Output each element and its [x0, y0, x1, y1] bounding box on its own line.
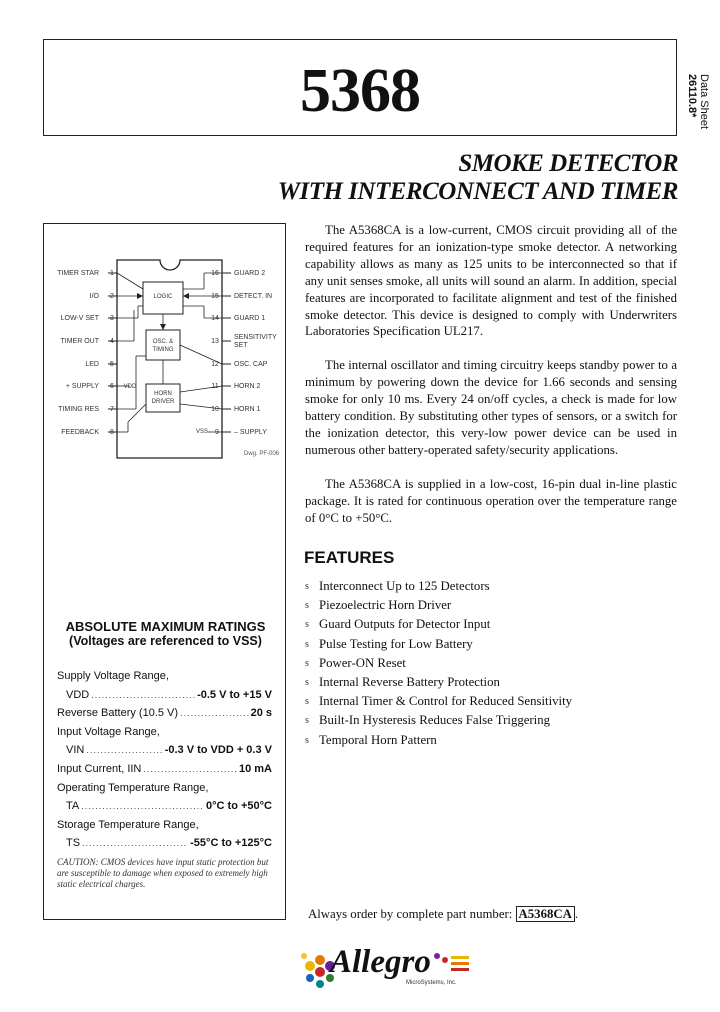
feature-item	[305, 635, 572, 654]
bullet-icon: s	[305, 715, 309, 727]
vss-label: VSS	[195, 429, 208, 435]
rating-label: TA	[66, 800, 80, 813]
order-text: Always order by complete part number:	[308, 907, 513, 921]
feature-text: Internal Reverse Battery Protection	[319, 674, 500, 689]
logic-label: LOGIC	[153, 294, 173, 300]
pin-label: LOW-V SET	[60, 315, 99, 322]
rating-row	[57, 667, 272, 686]
osc-label-2: TIMING	[152, 347, 174, 353]
rating-row	[57, 797, 272, 816]
rating-value: -0.5 V to +15 V	[197, 688, 272, 701]
pin-label: OSC. CAP	[234, 361, 268, 368]
rating-label: Input Current, IIN	[57, 762, 142, 775]
description	[305, 222, 677, 544]
caution-note: CAUTION: CMOS devices have input static protection but are susceptible to damage when exposed to extremely high static electrical charges.	[57, 857, 269, 889]
product-title-line2: WITH INTERCONNECT AND TIMER	[277, 178, 678, 205]
rating-value: -0.3 V to VDD + 0.3 V	[164, 744, 272, 757]
pinout-diagram	[44, 244, 287, 664]
pin-label: TIMER OUT	[60, 338, 99, 345]
order-part-number: A5368CA	[516, 906, 575, 922]
rating-label: TS	[66, 837, 81, 850]
osc-label-1: OSC. &	[152, 339, 174, 345]
rating-label: VDD	[66, 688, 90, 701]
pin-label: HORN 1	[234, 406, 261, 413]
pin-number: 12	[211, 361, 219, 368]
rating-row	[57, 760, 272, 779]
pin-number: 3	[110, 315, 114, 322]
bullet-icon: s	[305, 581, 309, 592]
pin-label: TIMING RES	[58, 406, 99, 413]
data-sheet-label	[678, 72, 718, 142]
allegro-logo	[296, 944, 466, 994]
pinout-svg	[44, 244, 287, 474]
vdd-label: VDD	[123, 384, 137, 390]
bullet-icon: s	[305, 638, 309, 650]
bullet-icon: s	[305, 619, 309, 631]
product-title-line1: SMOKE DETECTOR	[458, 150, 678, 177]
pin-number: 7	[110, 406, 114, 413]
feature-text: Piezoelectric Horn Driver	[319, 598, 452, 613]
pin-label: DETECT. IN	[234, 293, 273, 300]
data-sheet-text: Data Sheet	[698, 74, 710, 130]
drawing-number: Dwg. PF-006	[244, 451, 280, 457]
pin-label: HORN 2	[234, 383, 261, 390]
horn-driver-block	[146, 384, 180, 412]
rating-row	[57, 686, 272, 705]
data-sheet-number: 26110.8*	[686, 74, 698, 118]
feature-text: Power-ON Reset	[319, 655, 406, 670]
rating-value: 20 s	[250, 707, 272, 720]
rating-value: -55°C to +125°C	[190, 837, 272, 850]
pin-number: 4	[110, 338, 114, 345]
feature-text: Guard Outputs for Detector Input	[319, 617, 491, 632]
rating-row	[57, 741, 272, 760]
pin-label: I/O	[89, 293, 99, 300]
rating-label: Input Voltage Range,	[57, 725, 160, 738]
bullet-icon: s	[305, 657, 309, 669]
pin-number: 6	[110, 383, 114, 390]
rating-label: Reverse Battery (10.5 V)	[57, 707, 179, 720]
product-title	[278, 150, 678, 206]
rating-label: VIN	[66, 744, 85, 757]
horn-label-1: HORN	[154, 391, 172, 397]
bullet-icon: s	[305, 600, 309, 612]
description-paragraph: The A5368CA is supplied in a low-cost, 16-pin dual in-line plastic package. It is rated for continuous operation over the temperature range of 0°C to +50°C.	[305, 476, 677, 525]
description-paragraph: The internal oscillator and timing circuitry keeps standby power to a minimum by powering down the device for 1.66 seconds and sensing smoke for only 10 ms. Every 24 on/off cycles, a check is made for low battery condition. By substituting other types of sensors, or a switch for the ionization detector, this very-low power device can be used in numerous other battery-operated safety/security applications.	[305, 358, 677, 457]
logo-text: Allegro	[330, 944, 431, 980]
logo-subtitle: MicroSystems, Inc.	[406, 980, 457, 986]
pin-label: GUARD 2	[234, 270, 266, 277]
feature-item	[305, 577, 572, 596]
ratings-list	[57, 667, 272, 853]
pin-label: GUARD 1	[234, 315, 266, 322]
right-pin-stubs	[222, 273, 231, 432]
logo-stripes-icon	[431, 948, 471, 978]
rating-value: 0°C to +50°C	[206, 800, 272, 813]
bullet-icon: s	[305, 734, 309, 746]
pin-label: FEEDBACK	[61, 429, 99, 436]
pin-number: 1	[110, 270, 114, 277]
pin-label: TIMER STAR	[57, 270, 99, 277]
pin-number: 14	[211, 315, 219, 322]
rating-label: Operating Temperature Range,	[57, 781, 209, 794]
feature-text: Built-In Hysteresis Reduces False Triggering	[319, 713, 551, 728]
pin-number: 13	[211, 338, 219, 345]
rating-label: Supply Voltage Range,	[57, 670, 169, 682]
feature-text: Temporal Horn Pattern	[319, 732, 437, 747]
features-heading: FEATURES	[304, 548, 395, 567]
bullet-icon: s	[305, 696, 309, 708]
rating-row	[57, 816, 272, 835]
pin-number: 10	[211, 406, 219, 413]
rating-row	[57, 704, 272, 723]
rating-value: 10 mA	[238, 762, 272, 775]
pin-number: 9	[215, 429, 219, 436]
rating-label: Storage Temperature Range,	[57, 818, 199, 831]
bullet-icon: s	[305, 676, 309, 688]
rating-row	[57, 779, 272, 798]
feature-item	[305, 692, 572, 711]
pin-label: + SUPPLY	[65, 383, 99, 390]
pin-number: 16	[211, 270, 219, 277]
order-line	[308, 906, 578, 922]
feature-text: Interconnect Up to 125 Detectors	[319, 579, 490, 593]
order-suffix: .	[574, 907, 579, 921]
pinout-ratings-panel	[43, 223, 286, 920]
rating-row	[57, 723, 272, 742]
feature-item	[305, 711, 572, 730]
title-box	[43, 39, 677, 136]
features-list	[305, 577, 572, 750]
feature-item	[305, 731, 572, 750]
pin-number: 15	[211, 293, 219, 300]
description-paragraph: The A5368CA is a low-current, CMOS circuit providing all of the required features for an ionization-type smoke detector. A networking capability allows as many as 125 units to be interconnected so that if any unit senses smoke, all units will sound an alarm. In addition, special features are incorporated to facilitate alignment and test of the finished smoke detector. This device is designed to comply with Underwriters Laboratories Specification UL217.	[305, 223, 677, 339]
feature-text: Pulse Testing for Low Battery	[319, 636, 473, 651]
feature-item	[305, 654, 572, 673]
pin-label: LED	[85, 361, 99, 368]
ratings-note: (Voltages are referenced to VSS)	[69, 634, 262, 648]
feature-item	[305, 673, 572, 692]
horn-label-2: DRIVER	[151, 399, 175, 405]
pin-label: – SUPPLY	[234, 429, 267, 436]
rating-row	[57, 834, 272, 853]
pin-number: 11	[211, 383, 219, 390]
ratings-title: ABSOLUTE MAXIMUM RATINGS	[65, 619, 266, 634]
part-number: 5368	[300, 57, 420, 125]
feature-text: Internal Timer & Control for Reduced Sensitivity	[319, 694, 573, 709]
pin-label: SENSITIVITY SET	[234, 334, 277, 349]
pin-number: 8	[110, 429, 114, 436]
feature-item	[305, 596, 572, 615]
pin-number: 2	[110, 293, 114, 300]
feature-item	[305, 615, 572, 634]
pin-number: 5	[110, 361, 114, 368]
